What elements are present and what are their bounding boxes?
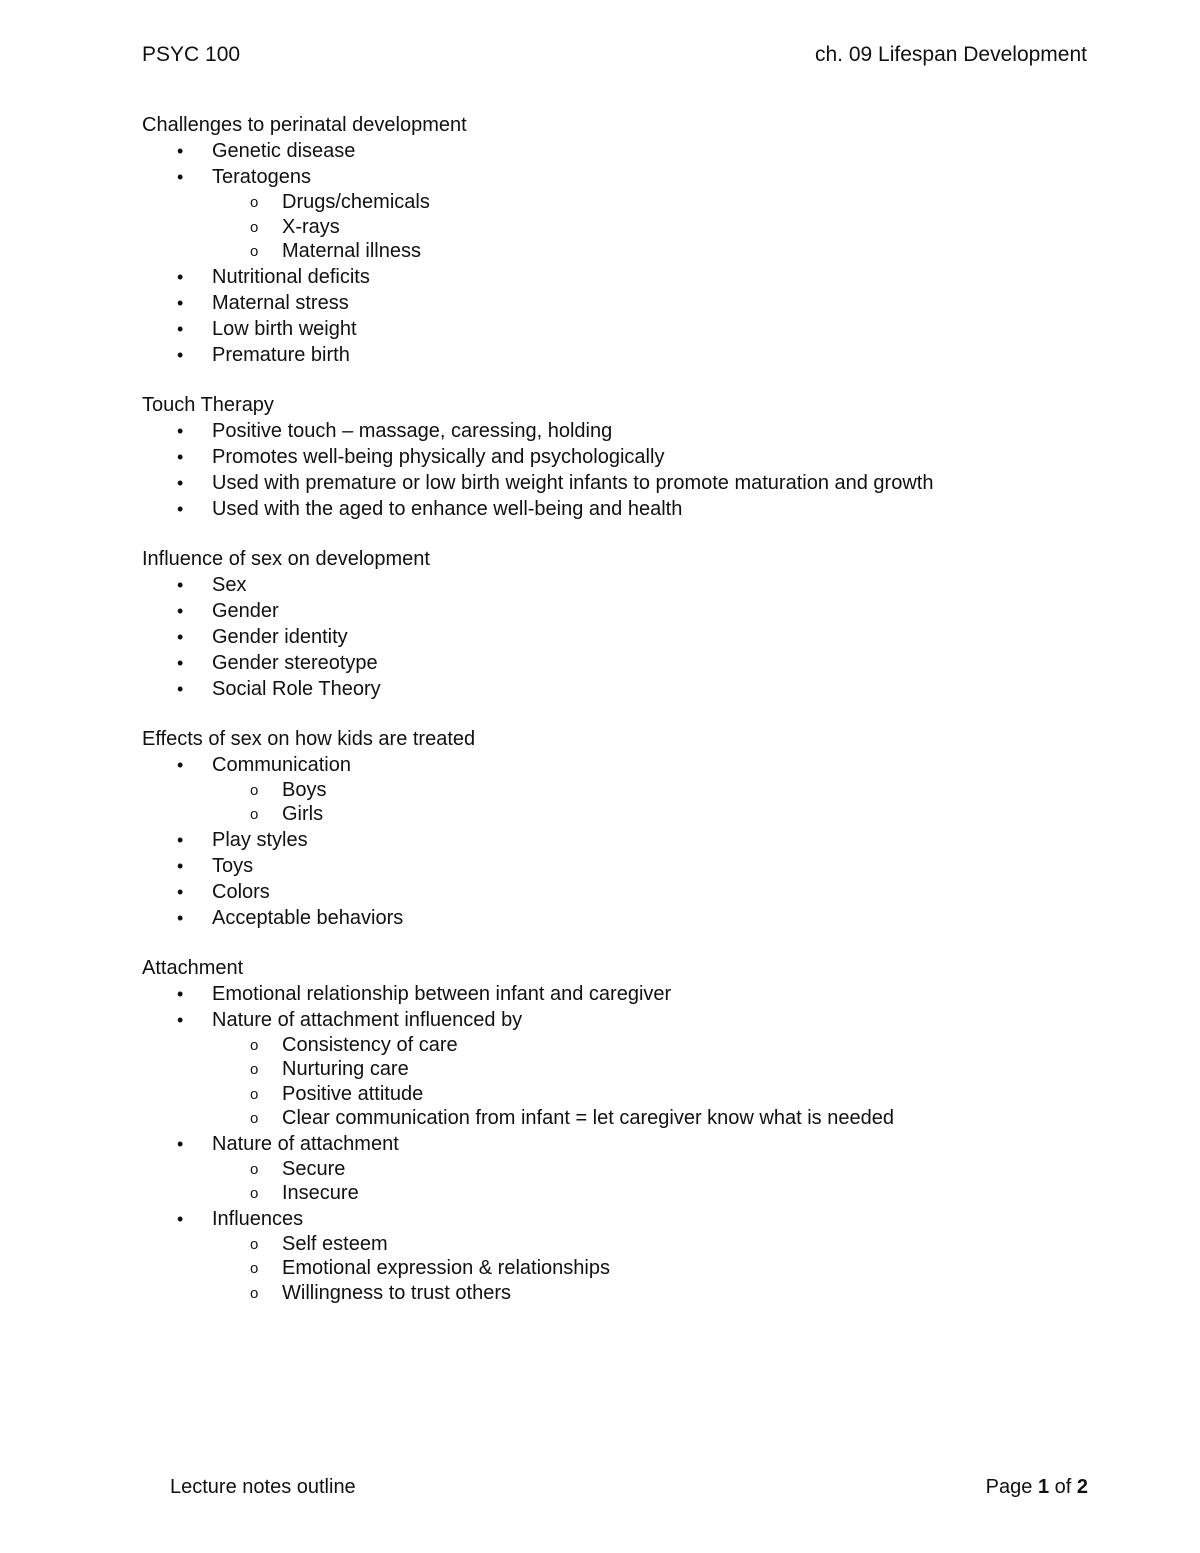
list-item (177, 342, 1102, 368)
list-item-text: Influences (212, 1207, 304, 1230)
sub-list-item-text: Clear communication from infant = let caregiver know what is needed (282, 1107, 894, 1129)
list-item-text: Low birth weight (212, 317, 357, 340)
sub-list-item-text: Insecure (282, 1182, 359, 1204)
list-item-text: Maternal stress (212, 291, 349, 314)
sub-list-item-text: Secure (282, 1157, 346, 1180)
list-item-text: Toys (212, 854, 254, 877)
bullet-icon: • (177, 420, 184, 441)
circle-bullet-icon: o (250, 1185, 259, 1202)
bullet-list (142, 138, 1102, 368)
sub-list (212, 190, 1102, 264)
bullet-icon: • (177, 907, 184, 928)
sub-list-item (250, 1281, 1102, 1306)
outline-section (142, 112, 1102, 368)
outline-section (142, 546, 1102, 702)
sub-list-item-text: X-rays (282, 215, 340, 238)
bullet-icon: • (177, 1208, 184, 1229)
list-item (177, 1007, 1102, 1131)
bullet-icon: • (177, 881, 184, 902)
footer-page-number (986, 1476, 1088, 1499)
circle-bullet-icon: o (250, 1085, 259, 1103)
page-of: of (1054, 1476, 1072, 1498)
list-item-text: Social Role Theory (212, 677, 381, 700)
list-item (177, 853, 1102, 879)
bullet-list (142, 418, 1102, 522)
bullet-icon: • (177, 652, 184, 673)
list-item-text: Positive touch – massage, caressing, holding (212, 419, 613, 442)
sub-list-item (250, 1232, 1102, 1257)
list-item (177, 981, 1102, 1007)
page-current: 1 (1037, 1476, 1050, 1498)
list-item (177, 650, 1102, 676)
circle-bullet-icon: o (250, 1110, 259, 1127)
sub-list-item-text: Maternal illness (282, 240, 421, 262)
bullet-icon: • (177, 167, 184, 187)
bullet-icon: • (177, 754, 184, 775)
outline-section (142, 726, 1102, 931)
list-item (177, 290, 1102, 316)
list-item-text: Premature birth (212, 343, 350, 366)
list-item-text: Used with the aged to enhance well-being and health (212, 497, 683, 520)
list-item (177, 752, 1102, 827)
bullet-icon: • (177, 498, 184, 519)
sub-list-item (250, 1082, 1102, 1107)
sub-list (212, 1232, 1102, 1306)
circle-bullet-icon: o (250, 1284, 259, 1302)
circle-bullet-icon: o (250, 1061, 259, 1078)
bullet-icon: • (177, 472, 184, 493)
list-item-text: Gender stereotype (212, 651, 378, 674)
sub-list-item (250, 1106, 1102, 1131)
section-title: Touch Therapy (142, 393, 274, 416)
circle-bullet-icon: o (250, 781, 259, 799)
page-total: 2 (1076, 1476, 1088, 1498)
bullet-icon: • (177, 1009, 184, 1030)
sub-list-item (250, 778, 1102, 803)
list-item-text: Communication (212, 753, 351, 776)
list-item (177, 572, 1102, 598)
circle-bullet-icon: o (250, 1036, 259, 1054)
circle-bullet-icon: o (250, 1260, 259, 1277)
bullet-icon: • (177, 600, 184, 621)
list-item (177, 598, 1102, 624)
list-item (177, 879, 1102, 905)
sub-list-item (250, 239, 1102, 264)
list-item (177, 444, 1102, 470)
bullet-icon: • (177, 829, 184, 850)
list-item (177, 1131, 1102, 1206)
sub-list-item-text: Nurturing care (282, 1058, 409, 1080)
list-item-text: Gender identity (212, 625, 348, 648)
list-item (177, 418, 1102, 444)
bullet-list (142, 981, 1102, 1306)
section-title: Effects of sex on how kids are treated (142, 727, 476, 750)
sub-list-item (250, 190, 1102, 215)
bullet-icon: • (177, 983, 184, 1004)
sub-list-item-text: Self esteem (282, 1232, 388, 1255)
sub-list-item (250, 1181, 1102, 1206)
circle-bullet-icon: o (250, 243, 259, 260)
list-item-text: Nature of attachment (212, 1132, 399, 1155)
list-item-text: Play styles (212, 828, 308, 851)
sub-list-item (250, 1256, 1102, 1281)
sub-list (212, 1157, 1102, 1206)
circle-bullet-icon: o (250, 194, 259, 211)
list-item-text: Genetic disease (212, 140, 356, 162)
bullet-icon: • (177, 678, 184, 699)
sub-list-item-text: Consistency of care (282, 1033, 458, 1056)
bullet-icon: • (177, 446, 184, 467)
list-item (177, 1206, 1102, 1306)
sub-list (212, 778, 1102, 827)
list-item-text: Emotional relationship between infant and caregiver (212, 982, 672, 1005)
sub-list-item-text: Drugs/chemicals (282, 191, 430, 213)
bullet-list (142, 572, 1102, 702)
list-item (177, 470, 1102, 496)
sub-list-item (250, 1033, 1102, 1058)
circle-bullet-icon: o (250, 1160, 259, 1178)
section-title: Challenges to perinatal development (142, 114, 467, 136)
sub-list-item-text: Girls (282, 803, 324, 825)
circle-bullet-icon: o (250, 218, 259, 236)
list-item-text: Nutritional deficits (212, 265, 370, 288)
bullet-icon: • (177, 318, 184, 339)
outline-section (142, 955, 1102, 1306)
list-item-text: Colors (212, 880, 270, 903)
circle-bullet-icon: o (250, 806, 259, 823)
list-item-text: Sex (212, 573, 247, 596)
list-item (177, 827, 1102, 853)
sub-list-item-text: Boys (282, 778, 327, 801)
circle-bullet-icon: o (250, 1235, 259, 1253)
header-course: PSYC 100 (142, 43, 241, 66)
section-title: Attachment (142, 956, 244, 979)
list-item-text: Gender (212, 599, 279, 622)
list-item (177, 905, 1102, 931)
sub-list-item-text: Emotional expression & relationships (282, 1257, 610, 1279)
page-prefix: Page (985, 1476, 1033, 1498)
sub-list-item (250, 215, 1102, 240)
list-item-text: Used with premature or low birth weight infants to promote maturation and growth (212, 471, 934, 494)
list-item (177, 264, 1102, 290)
sub-list-item (250, 1057, 1102, 1082)
list-item-text: Acceptable behaviors (212, 906, 404, 929)
footer-label: Lecture notes outline (170, 1476, 356, 1498)
list-item-text: Promotes well-being physically and psychologically (212, 445, 665, 468)
bullet-icon: • (177, 292, 184, 313)
bullet-icon: • (177, 1133, 184, 1154)
header-chapter: ch. 09 Lifespan Development (814, 43, 1087, 66)
outline-content (142, 112, 1102, 1329)
list-item-text: Nature of attachment influenced by (212, 1008, 523, 1031)
list-item (177, 316, 1102, 342)
outline-section (142, 392, 1102, 522)
bullet-icon: • (177, 855, 184, 876)
sub-list-item (250, 1157, 1102, 1182)
bullet-icon: • (177, 344, 184, 365)
bullet-icon: • (177, 141, 184, 161)
sub-list (212, 1033, 1102, 1131)
list-item (177, 676, 1102, 702)
bullet-icon: • (177, 574, 184, 595)
sub-list-item (250, 802, 1102, 827)
bullet-icon: • (177, 626, 184, 647)
list-item-text: Teratogens (212, 166, 311, 188)
list-item (177, 624, 1102, 650)
bullet-list (142, 752, 1102, 931)
section-title: Influence of sex on development (142, 547, 430, 570)
bullet-icon: • (177, 266, 184, 287)
list-item (177, 164, 1102, 264)
list-item (177, 138, 1102, 164)
list-item (177, 496, 1102, 522)
sub-list-item-text: Positive attitude (282, 1082, 424, 1105)
sub-list-item-text: Willingness to trust others (282, 1281, 511, 1304)
